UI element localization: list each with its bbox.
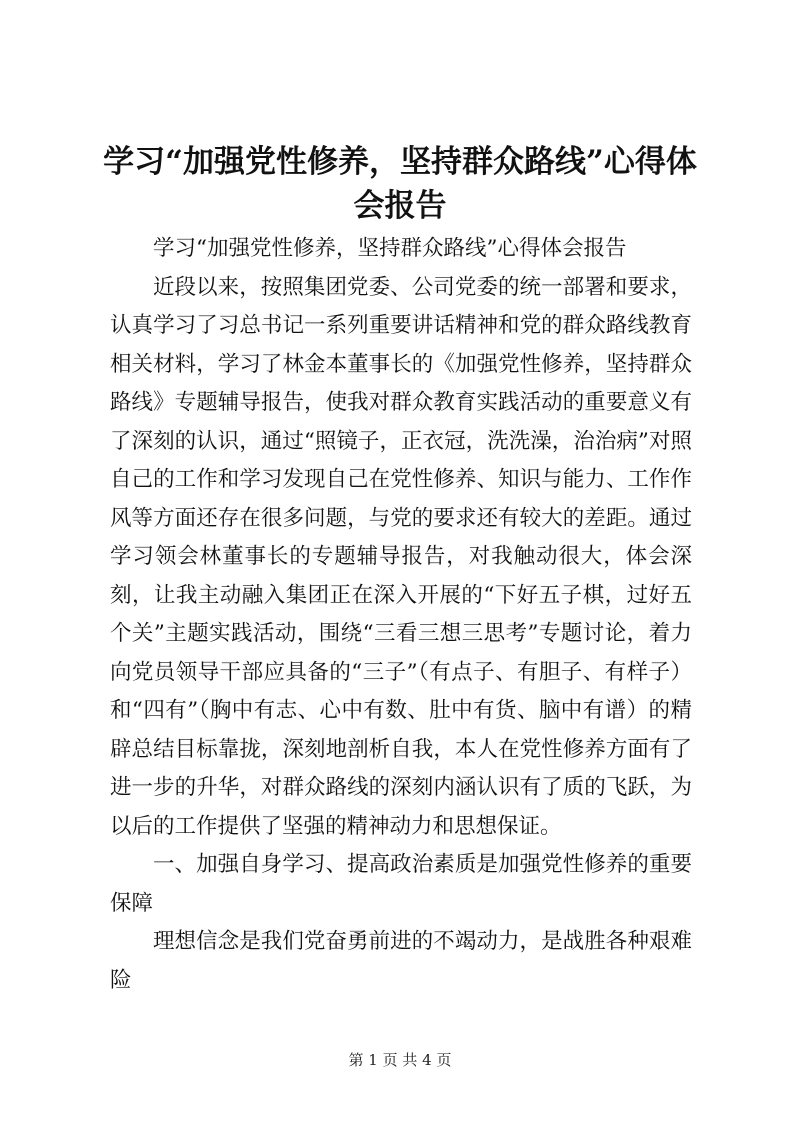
body-paragraph: 近段以来，按照集团党委、公司党委的统一部署和要求，认真学习了习总书记一系列重要讲话精神和党的群众路线教育相关材料，学习了林金本董事长的《加强党性修养，坚持群众路线》专题辅导报告，使我对群众教育实践活动的重要意义有了深刻的认识，通过“照镜子，正衣冠，洗洗澡，治治病”对照自己的工作和学习发现自己在党性修养、知识与能力、工作作风等方面还存在很多问题，与党的要求还有较大的差距。通过学习领会林董事长的专题辅导报告，对我触动很大，体会深刻，让我主动融入集团正在深入开展的“下好五子棋，过好五个关”主题实践活动，围绕“三看三想三思考”专题讨论，着力向党员领导干部应具备的“三子”（有点子、有胆子、有样子）和“四有”（胸中有志、心中有数、肚中有货、脑中有谱）的精辟总结目标靠拢，深刻地剖析自我，本人在党性修养方面有了进一步的升华，对群众路线的深刻内涵认识有了质的飞跃，为以后的工作提供了坚强的精神动力和思想保证。: [110, 274, 692, 839]
document-title: 学习“加强党性修养，坚持群众路线”心得体会报告: [103, 144, 697, 224]
document-body: [110, 230, 692, 1000]
section-heading: 一、加强自身学习、提高政治素质是加强党性修养的重要保障: [110, 852, 692, 916]
subtitle-paragraph: 学习“加强党性修养，坚持群众路线”心得体会报告: [153, 236, 627, 261]
page-footer: 第 1 页 共 4 页: [348, 1051, 452, 1069]
body-paragraph: 理想信念是我们党奋勇前进的不竭动力，是战胜各种艰难险: [110, 929, 692, 993]
